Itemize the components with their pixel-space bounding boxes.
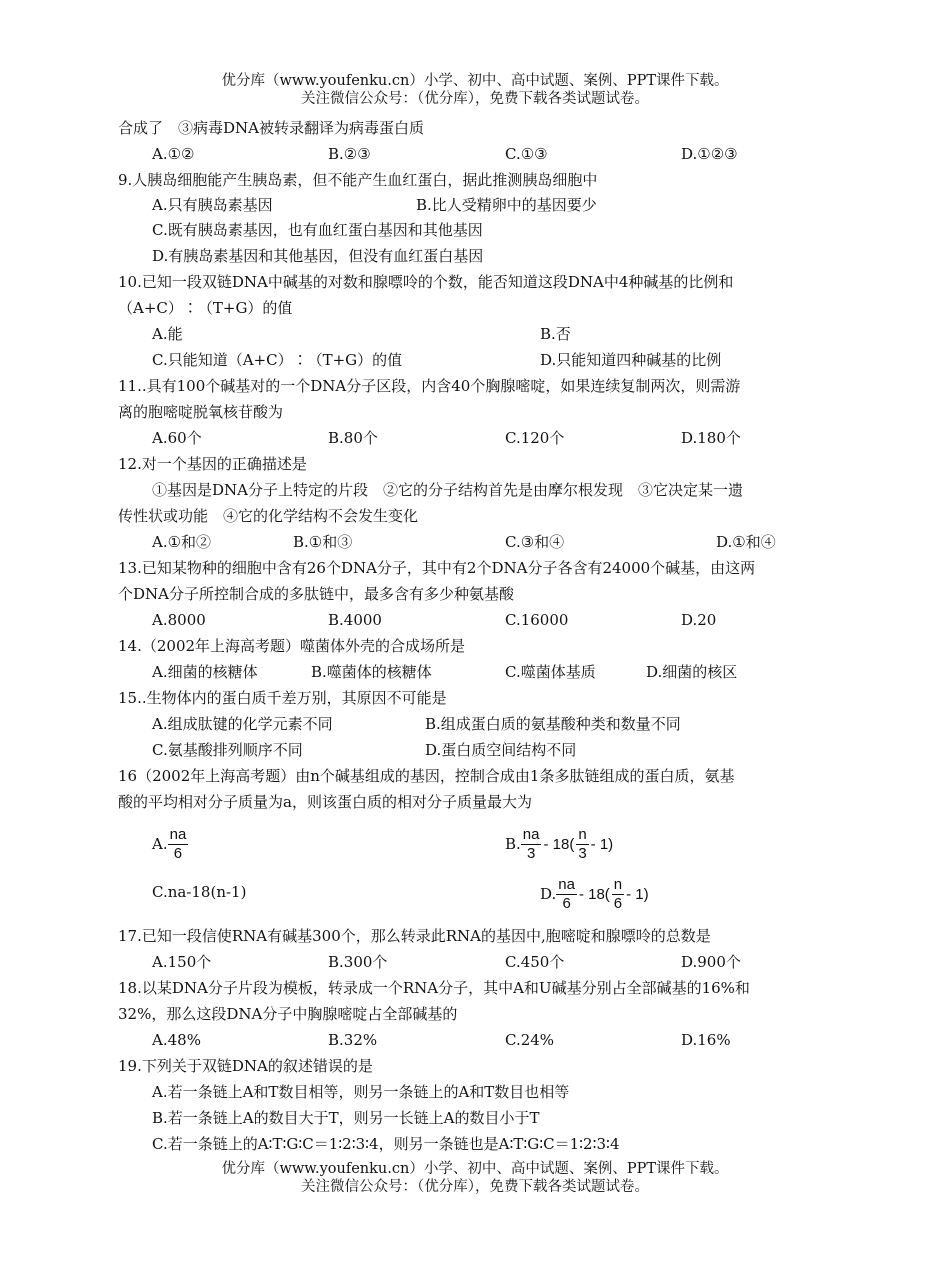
q10-option-c: C.只能知道（A+C）∶（T+G）的值 bbox=[152, 351, 403, 369]
q16-option-d-numerator-2: n bbox=[613, 875, 623, 893]
q16-option-b-numerator-2: n bbox=[578, 825, 587, 843]
q15-option-b: B.组成蛋白质的氨基酸种类和数量不同 bbox=[425, 715, 681, 733]
q14-option-b: B.噬菌体的核糖体 bbox=[311, 663, 432, 681]
q13-option-a: A.8000 bbox=[152, 611, 206, 629]
q16-option-d-denominator-2: 6 bbox=[613, 894, 623, 912]
page-header-line-2: 关注微信公众号：（优分库），免费下载各类试题试卷。 bbox=[301, 91, 649, 107]
q18-option-c: C.24% bbox=[505, 1031, 555, 1049]
q19-option-c: C.若一条链上的A∶T∶G∶C＝1∶2∶3∶4，则另一条链也是A∶T∶G∶C＝1∶2∶3∶4 bbox=[152, 1135, 620, 1153]
q11-option-a: A.60个 bbox=[152, 429, 202, 447]
q10-option-d: D.只能知道四种碱基的比例 bbox=[540, 351, 722, 369]
q14-option-a: A.细菌的核糖体 bbox=[152, 663, 258, 681]
q13-option-d: D.20 bbox=[681, 611, 717, 629]
q17-option-c: C.450个 bbox=[505, 953, 565, 971]
q9-option-a: A.只有胰岛素基因 bbox=[152, 196, 273, 214]
q12-option-d: D.①和④ bbox=[716, 533, 776, 551]
q11-option-d: D.180个 bbox=[681, 429, 741, 447]
q13-stem-line-2: 个DNA分子所控制合成的多肽链中，最多含有多少种氨基酸 bbox=[118, 585, 514, 603]
q15-option-d: D.蛋白质空间结构不同 bbox=[425, 741, 577, 759]
q16-option-b-denominator-1: 3 bbox=[526, 844, 536, 862]
q18-stem-line-1: 18.以某DNA分子片段为模板，转录成一个RNA分子，其中A和U碱基分别占全部碱基的16%和 bbox=[118, 979, 750, 997]
q19-option-a: A.若一条链上A和T数目相等，则另一条链上的A和T数目也相等 bbox=[152, 1083, 570, 1101]
q8-option-b: B.②③ bbox=[328, 145, 371, 163]
q11-option-b: B.80个 bbox=[328, 429, 378, 447]
q14-stem: 14.（2002年上海高考题）噬菌体外壳的合成场所是 bbox=[118, 637, 466, 655]
q16-option-b bbox=[505, 822, 613, 866]
q18-option-d: D.16% bbox=[681, 1031, 731, 1049]
q12-statement-line-2: 传性状或功能 ④它的化学结构不会发生变化 bbox=[118, 507, 419, 525]
q10-stem-line-1: 10.已知一段双链DNA中碱基的对数和腺嘌呤的个数，能否知道这段DNA中4种碱基的比例和 bbox=[118, 273, 734, 291]
q16-option-a-label: A. bbox=[152, 835, 168, 853]
q12-option-c: C.③和④ bbox=[505, 533, 565, 551]
q15-option-a: A.组成肽键的化学元素不同 bbox=[152, 715, 333, 733]
q13-option-b: B.4000 bbox=[328, 611, 382, 629]
q9-option-b: B.比人受精卵中的基因要少 bbox=[416, 196, 597, 214]
q16-stem-line-1: 16（2002年上海高考题）由n个碱基组成的基因，控制合成由1条多肽链组成的蛋白质，氨基 bbox=[118, 767, 735, 785]
q16-option-d-label: D. bbox=[540, 885, 557, 903]
page-footer-line-1: 优分库（www.youfenku.cn）小学、初中、高中试题、案例、PPT课件下载。 bbox=[221, 1161, 729, 1177]
q16-option-a bbox=[152, 822, 188, 866]
q16-option-d-fraction-2 bbox=[612, 876, 624, 913]
q14-option-c: C.噬菌体基质 bbox=[505, 663, 596, 681]
q16-option-b-numerator-1: na bbox=[522, 825, 540, 843]
q17-option-a: A.150个 bbox=[152, 953, 212, 971]
q18-option-b: B.32% bbox=[328, 1031, 378, 1049]
q16-stem-line-2: 酸的平均相对分子质量为a，则该蛋白质的相对分子质量最大为 bbox=[118, 793, 532, 811]
q16-option-d-denominator-1: 6 bbox=[562, 894, 571, 912]
q16-option-a-fraction bbox=[168, 826, 189, 863]
q18-option-a: A.48% bbox=[152, 1031, 201, 1049]
q14-option-d: D.细菌的核区 bbox=[646, 663, 738, 681]
q11-stem-line-1: 11..具有100个碱基对的一个DNA分子区段，内含40个胸腺嘧啶，如果连续复制两次，则需游 bbox=[118, 377, 741, 395]
q13-option-c: C.16000 bbox=[505, 611, 569, 629]
q9-stem: 9.人胰岛细胞能产生胰岛素，但不能产生血红蛋白，据此推测胰岛细胞中 bbox=[118, 171, 598, 189]
q13-stem-line-1: 13.已知某物种的细胞中含有26个DNA分子，其中有2个DNA分子各含有24000个碱基，由这两 bbox=[118, 559, 756, 577]
q11-stem-line-2: 离的胞嘧啶脱氧核苷酸为 bbox=[118, 403, 284, 421]
q16-option-d-numerator-1: na bbox=[558, 875, 575, 893]
q15-stem: 15..生物体内的蛋白质千差万别，其原因不可能是 bbox=[118, 689, 447, 707]
q17-stem: 17.已知一段信使RNA有碱基300个，那么转录此RNA的基因中,胞嘧啶和腺嘌呤的总数是 bbox=[118, 927, 711, 945]
q8-option-a: A.①② bbox=[152, 145, 195, 163]
q15-option-c: C.氨基酸排列顺序不同 bbox=[152, 741, 303, 759]
q9-option-d: D.有胰岛素基因和其他基因，但没有血红蛋白基因 bbox=[152, 247, 484, 265]
q12-option-b: B.①和③ bbox=[293, 533, 353, 551]
q8-option-d: D.①②③ bbox=[681, 145, 738, 163]
q17-option-b: B.300个 bbox=[328, 953, 388, 971]
q12-stem: 12.对一个基因的正确描述是 bbox=[118, 455, 307, 473]
q16-option-d-middle: - 18( bbox=[578, 885, 610, 903]
q18-stem-line-2: 32%，那么这段DNA分子中胸腺嘧啶占全部碱基的 bbox=[118, 1005, 458, 1023]
q10-option-a: A.能 bbox=[152, 325, 183, 343]
page-footer-line-2: 关注微信公众号：（优分库），免费下载各类试题试卷。 bbox=[301, 1179, 649, 1195]
q12-statement-line-1: ①基因是DNA分子上特定的片段 ②它的分子结构首先是由摩尔根发现 ③它决定某一遗 bbox=[152, 481, 743, 499]
q16-option-c: C.na-18(n-1) bbox=[152, 883, 247, 901]
q12-option-a: A.①和② bbox=[152, 533, 212, 551]
q10-stem-line-2: （A+C）∶（T+G）的值 bbox=[118, 299, 293, 317]
q16-option-b-denominator-2: 3 bbox=[578, 844, 587, 862]
q16-option-a-numerator: na bbox=[169, 825, 187, 843]
q16-option-d bbox=[540, 872, 649, 916]
q16-option-d-fraction-1 bbox=[556, 876, 577, 913]
q9-option-c: C.既有胰岛素基因，也有血红蛋白基因和其他基因 bbox=[152, 221, 483, 239]
q10-option-b: B.否 bbox=[540, 325, 571, 343]
q17-option-d: D.900个 bbox=[681, 953, 741, 971]
q16-option-d-tail: - 1) bbox=[626, 885, 649, 903]
q11-option-c: C.120个 bbox=[505, 429, 565, 447]
q19-stem: 19.下列关于双链DNA的叙述错误的是 bbox=[118, 1057, 373, 1075]
q16-option-a-denominator: 6 bbox=[173, 844, 183, 862]
q16-option-b-middle: - 18( bbox=[543, 835, 575, 853]
q16-option-b-label: B. bbox=[505, 835, 521, 853]
page-header-line-1: 优分库（www.youfenku.cn）小学、初中、高中试题、案例、PPT课件下载。 bbox=[221, 73, 729, 89]
q8-continuation: 合成了 ③病毒DNA被转录翻译为病毒蛋白质 bbox=[118, 119, 424, 137]
q8-option-c: C.①③ bbox=[505, 145, 548, 163]
q19-option-b: B.若一条链上A的数目大于T，则另一长链上A的数目小于T bbox=[152, 1109, 540, 1127]
q16-option-b-fraction-1 bbox=[521, 826, 542, 863]
q16-option-b-fraction-2 bbox=[576, 826, 588, 863]
q16-option-b-tail: - 1) bbox=[590, 835, 614, 853]
